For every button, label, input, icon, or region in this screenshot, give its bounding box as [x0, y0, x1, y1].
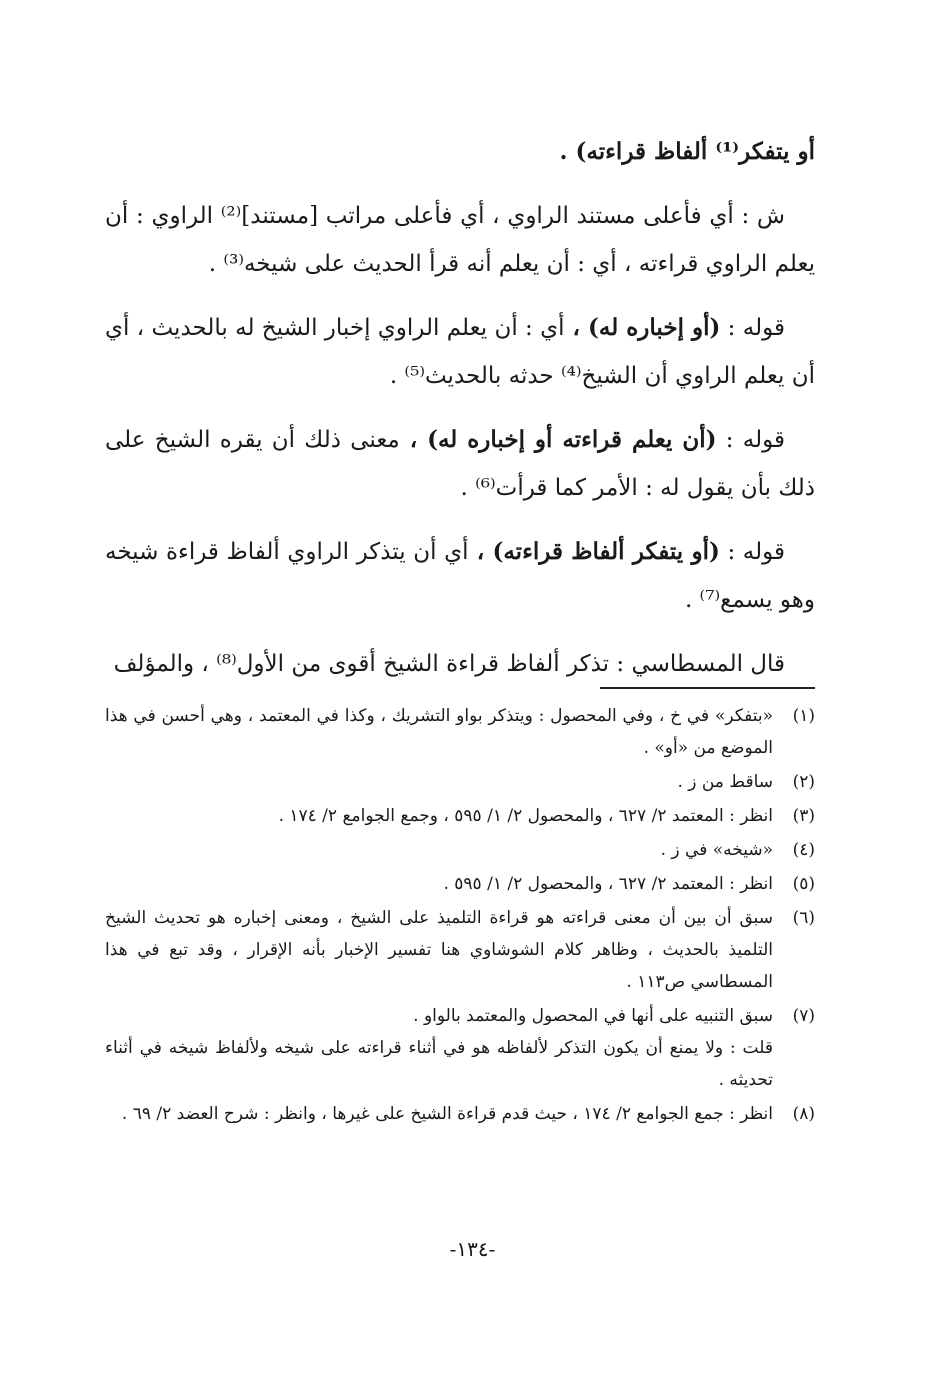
- footnote-text: [105, 1000, 773, 1096]
- footnote-main: سبق التنبيه على أنها في المحصول والمعتمد بالواو .: [413, 1006, 773, 1026]
- footnote-divider: [600, 687, 815, 689]
- footnote-text: [105, 800, 773, 832]
- footnote-8: [105, 1098, 815, 1130]
- footnote-5: [105, 868, 815, 900]
- main-text: [105, 128, 815, 704]
- footnote-number: (٤): [792, 840, 815, 860]
- footnote-extra: قلت : ولا يمنع أن يكون التذكر لألفاظه هو في أثناء قراءته على شيخه ولألفاظ شيخه في أثناء تحديثه .: [105, 1038, 773, 1090]
- paragraph-4: [105, 416, 815, 512]
- footnote-main: انظر : جمع الجوامع ٢/ ١٧٤ ، حيث قدم قراءة الشيخ على غيرها ، وانظر : شرح العضد ٢/ ٦٩ .: [121, 1104, 773, 1124]
- footnote-text: [105, 834, 773, 866]
- footnote-number: (٧): [792, 1006, 815, 1026]
- paragraph-3: [105, 304, 815, 400]
- footnote-number: (٥): [792, 874, 815, 894]
- footnote-number: (٦): [792, 908, 815, 928]
- paragraph-quote: (أو إخباره له) ،: [564, 314, 721, 341]
- paragraph-quote: (أن يعلم قراءته أو إخباره له) ،: [399, 426, 717, 453]
- paragraph-body: أي أن يتذكر الراوي ألفاظ قراءة شيخه وهو يسمع⁽⁷⁾ .: [105, 539, 815, 613]
- footnote-main: «شيخه» في ز .: [660, 840, 773, 860]
- paragraph-quote: أو يتفكر⁽¹⁾ ألفاظ قراءته) .: [559, 138, 815, 165]
- footnote-number: (٣): [792, 806, 815, 826]
- footnotes: [105, 700, 815, 1132]
- footnote-text: [105, 902, 773, 998]
- footnote-6: [105, 902, 815, 998]
- paragraph-lead: قوله :: [716, 427, 785, 453]
- paragraph-body: أي : أن يعلم الراوي إخبار الشيخ له بالحديث ، أي أن يعلم الراوي أن الشيخ⁽⁴⁾ حدثه بالحديث⁽⁵⁾ .: [105, 315, 815, 389]
- footnote-main: سبق أن بين أن معنى قراءته هو قراءة التلميذ على الشيخ ، ومعنى إخباره هو تحديث الشيخ التلميذ بالحديث ، وظاهر كلام الشوشاوي هنا تفسير الإخبار بأنه الإقرار ، وقد تبع في هذا المسطاسي ص١١٣ .: [105, 908, 773, 992]
- paragraph-body: ش : أي فأعلى مستند الراوي ، أي فأعلى مراتب [مستند]⁽²⁾ الراوي : أن يعلم الراوي قراءته ، أي : أن يعلم أنه قرأ الحديث على شيخه⁽³⁾ .: [105, 203, 815, 277]
- paragraph-body: معنى ذلك أن يقره الشيخ على ذلك بأن يقول له : الأمر كما قرأت⁽⁶⁾ .: [105, 427, 815, 501]
- paragraph-1: [105, 128, 815, 176]
- footnote-4: [105, 834, 815, 866]
- page-number: -١٣٤-: [449, 1237, 496, 1261]
- footnote-text: [105, 868, 773, 900]
- paragraph-6: [105, 640, 815, 688]
- paragraph-quote: (أو يتفكر ألفاظ قراءته) ،: [468, 538, 720, 565]
- paragraph-body: قال المسطاسي : تذكر ألفاظ قراءة الشيخ أقوى من الأول⁽⁸⁾ ، والمؤلف: [113, 651, 785, 677]
- footnote-1: [105, 700, 815, 764]
- footnote-main: «بتفكر» في خ ، وفي المحصول : ويتذكر بواو التشريك ، وكذا في المعتمد ، وهي أحسن في هذا الموضع من «أو» .: [105, 706, 773, 758]
- footnote-text: [105, 766, 773, 798]
- footnote-number: (٨): [792, 1104, 815, 1124]
- footnote-main: ساقط من ز .: [677, 772, 773, 792]
- footnote-text: [105, 1098, 773, 1130]
- footnote-2: [105, 766, 815, 798]
- paragraph-lead: قوله :: [719, 539, 785, 565]
- paragraph-5: [105, 528, 815, 624]
- footnote-3: [105, 800, 815, 832]
- footnote-main: انظر : المعتمد ٢/ ٦٢٧ ، والمحصول ٢/ ١/ ٥٩٥ ، وجمع الجوامع ٢/ ١٧٤ .: [278, 806, 773, 826]
- footnote-7: [105, 1000, 815, 1096]
- footnote-number: (١): [792, 706, 815, 726]
- footnote-text: [105, 700, 773, 764]
- footnote-number: (٢): [792, 772, 815, 792]
- paragraph-lead: قوله :: [720, 315, 785, 341]
- paragraph-2: [105, 192, 815, 288]
- footnote-main: انظر : المعتمد ٢/ ٦٢٧ ، والمحصول ٢/ ١/ ٥٩٥ .: [443, 874, 773, 894]
